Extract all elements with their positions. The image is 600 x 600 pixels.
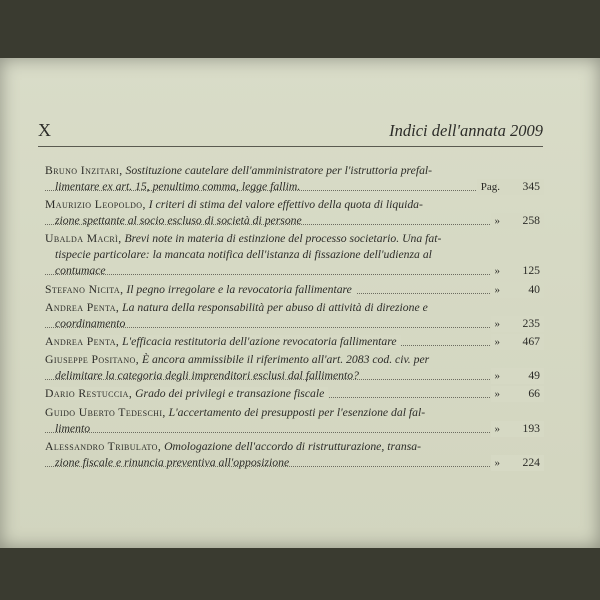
page-number: 224 <box>502 455 544 471</box>
entry-author: Alessandro Tribulato, <box>45 439 162 453</box>
entry-author: Guido Uberto Tedeschi, <box>45 405 166 419</box>
entry-title: La natura della responsabilità per abuso di attività di direzione e <box>122 300 428 314</box>
page-label: » <box>491 282 505 298</box>
entry-title-continuation: contumace <box>55 264 106 278</box>
entry-author: Maurizio Leopoldo, <box>45 198 146 212</box>
page-number: 66 <box>502 386 544 402</box>
page-number: 193 <box>502 421 544 437</box>
running-title: Indici dell'annata 2009 <box>389 121 543 140</box>
index-entry <box>45 231 544 279</box>
entry-title-continuation: zione spettante al socio escluso di società di persone <box>55 214 302 228</box>
page-label: » <box>491 213 505 229</box>
page-number-roman: X <box>38 120 52 140</box>
index-entry <box>45 282 544 298</box>
entry-title-continuation: delimitare la categoria degli imprenditori esclusi dal fallimento? <box>55 369 359 383</box>
index-entry <box>45 163 544 195</box>
page-number: 40 <box>502 282 544 298</box>
entry-title-continuation: coordinamento <box>55 316 126 330</box>
running-header <box>38 120 543 144</box>
page-label: » <box>491 386 505 402</box>
entry-title: Il pegno irregolare e la revocatoria fallimentare <box>126 282 352 296</box>
entry-title-continuation: tispecie particolare: la mancata notifica dell'istanza di fissazione dell'udienza al <box>55 248 432 262</box>
page-label: Pag. <box>477 179 504 195</box>
index-entry <box>45 300 544 332</box>
leader-dots <box>45 432 544 433</box>
entry-author: Bruno Inzitari, <box>45 164 123 177</box>
index-entries <box>45 163 544 473</box>
page-number: 467 <box>502 334 544 350</box>
entry-title: L'efficacia restitutoria dell'azione revocatoria fallimentare <box>122 334 397 348</box>
index-entry <box>45 439 544 471</box>
entry-author: Ubalda Macrì, <box>45 232 122 246</box>
leader-dots <box>45 274 544 275</box>
entry-title: I criteri di stima del valore effettivo della quota di liquida- <box>148 198 423 212</box>
index-entry <box>45 334 544 350</box>
entry-title-continuation: zione fiscale e rinuncia preventiva all'opposizione <box>55 455 290 469</box>
page-label: » <box>491 421 505 437</box>
entry-author: Andrea Penta, <box>45 334 120 348</box>
index-entry <box>45 352 544 384</box>
page-label: » <box>491 368 505 384</box>
entry-author: Andrea Penta, <box>45 300 120 314</box>
book-page <box>0 58 600 548</box>
page-number: 235 <box>502 316 544 332</box>
entry-author: Stefano Nicita, <box>45 282 124 296</box>
page-label: » <box>491 263 505 279</box>
page-label: » <box>491 316 505 332</box>
entry-title-continuation: limento <box>55 421 91 435</box>
entry-title: Brevi note in materia di estinzione del processo societario. Una fat- <box>124 232 442 246</box>
page-number: 345 <box>502 179 544 195</box>
entry-title: Omologazione dell'accordo di ristrutturazione, transa- <box>164 439 421 453</box>
entry-title: L'accertamento dei presupposti per l'esenzione dal fal- <box>168 405 426 419</box>
entry-title: È ancora ammissibile il riferimento all'art. 2083 cod. civ. per <box>141 353 430 367</box>
header-rule <box>38 146 543 147</box>
page-number: 49 <box>502 368 544 384</box>
page-label: » <box>491 334 505 350</box>
entry-title: Grado dei privilegi e transazione fiscale <box>135 387 325 401</box>
page-number: 125 <box>502 263 544 279</box>
entry-title: Sostituzione cautelare dell'amministratore per l'istruttoria prefal- <box>125 164 433 177</box>
index-entry <box>45 386 544 402</box>
entry-author: Dario Restuccia, <box>45 387 133 401</box>
index-entry <box>45 405 544 437</box>
index-entry <box>45 197 544 229</box>
page-number: 258 <box>502 213 544 229</box>
entry-author: Giuseppe Positano, <box>45 353 140 367</box>
entry-title-continuation: limentare ex art. 15, penultimo comma, legge fallim. <box>55 180 301 193</box>
page-label: » <box>491 455 505 471</box>
